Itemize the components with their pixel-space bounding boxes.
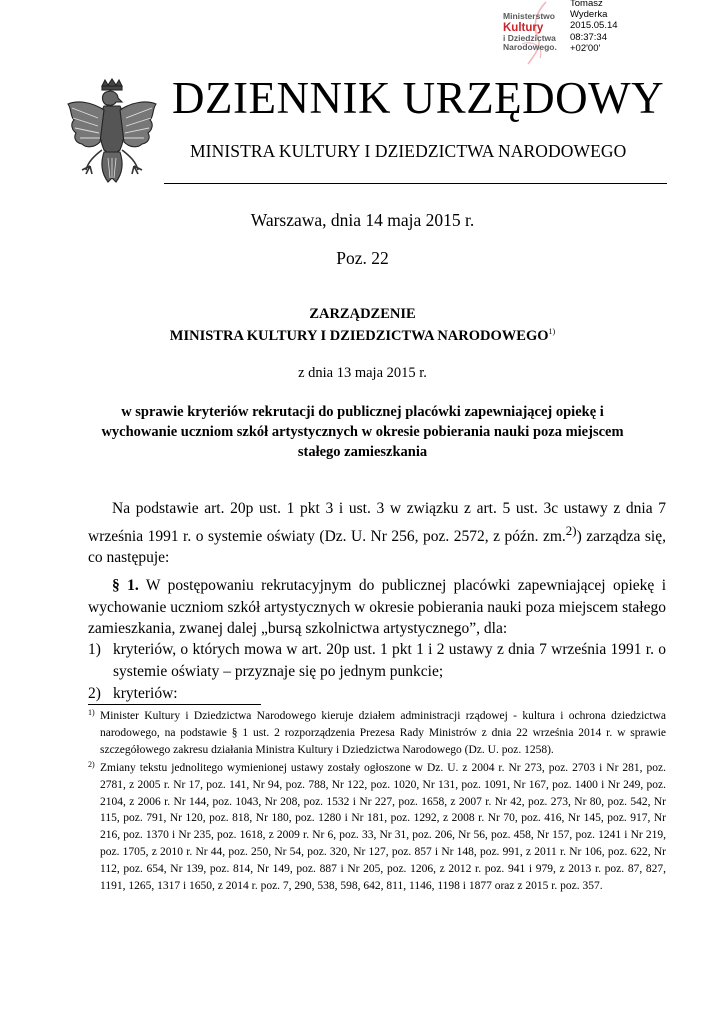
legal-basis-text-end: ) zarządza się, co następuje: — [88, 527, 666, 567]
footnote-text: Zmiany tekstu jednolitego wymienionej ustawy zostały ogłoszone w Dz. U. z 2004 r. Nr 273, poz. 2703 i Nr 281, poz. 2781, z 2005 r. Nr 17, poz. 141, Nr 94, poz. 788, Nr 122, poz. 1020, Nr 131, poz. 1091, Nr 167, poz. 1400 i Nr 249, poz. 2104, z 2006 r. Nr 144, poz. 1043, Nr 208, poz. 1532 i Nr 227, poz. 1658, z 2007 r. Nr 42, poz. 273, Nr 80, poz. 542, Nr 115, poz. 791, Nr 120, poz. 818, Nr 180, poz. 1280 i Nr 181, poz. 1292, z 2008 r. Nr 70, poz. 416, Nr 145, poz. 917, Nr 216, poz. 1370 i Nr 235, poz. 1618, z 2009 r. Nr 6, poz. 33, Nr 31, poz. 206, Nr 56, poz. 458, Nr 157, poz. 1241 i Nr 219, poz. 1705, z 2010 r. Nr 44, poz. 250, Nr 54, poz. 320, Nr 127, poz. 857 i Nr 148, poz. 991, z 2011 r. Nr 106, poz. 622, Nr 112, poz. 654, Nr 139, poz. 814, Nr 149, poz. 887 i Nr 205, poz. 1206, z 2012 r. poz. 941 i 979, z 2013 r. poz. 87, 827, 1191, 1265, 1317 i 1650, z 2014 r. poz. 7, 290, 538, 598, 642, 811, 1146, 1198 i 1877 oraz z 2015 r. poz. 357. — [100, 761, 666, 893]
header-rule — [164, 183, 667, 184]
logo-line-3: i Dziedzictwa — [503, 32, 556, 43]
legal-basis — [88, 498, 666, 569]
list-item-text: kryteriów, o których mowa w art. 20p ust. 1 pkt 1 i 2 ustawy z dnia 7 września 1991 r. o systemie oświaty – przyznaje się po jednym punkcie; — [113, 641, 666, 680]
signature-timezone: +02'00' — [570, 42, 601, 54]
eagle-emblem-icon — [64, 78, 160, 188]
footnote-rule — [88, 704, 261, 705]
act-issuer-text: MINISTRA KULTURY I DZIEDZICTWA NARODOWEGO — [169, 327, 549, 344]
signature-time: 08:37:34 — [570, 31, 607, 43]
paragraph-1-text: W postępowaniu rekrutacyjnym do publicznej placówki zapewniającej opiekę i wychowanie uczniom szkół artystycznych w okresie pobierania nauki poza miejscem stałego zamieszkania, zwanej dalej „bursą szkolnictwa artystycznego”, dla: — [88, 577, 666, 637]
signature-details — [570, 0, 618, 54]
list-item-number: 1) — [88, 641, 101, 658]
publication-place-date — [0, 210, 725, 231]
publication-position: Poz. 22 — [336, 248, 389, 268]
electronic-signature — [500, 0, 650, 66]
act-date: z dnia 13 maja 2015 r. — [298, 365, 427, 381]
paragraph-1 — [88, 575, 666, 640]
footnote-1 — [88, 708, 666, 759]
act-subject: w sprawie kryteriów rekrutacji do publicznej placówki zapewniającej opiekę i wychowanie uczniom szkół artystycznych w okresie pobierania nauki poza miejscem stałego zamieszkania — [101, 404, 624, 460]
logo-line-1: Ministerstwo — [503, 11, 555, 21]
list-item-2 — [88, 683, 666, 705]
list-item-number: 2) — [88, 685, 101, 702]
signer-first-name: Tomasz — [570, 0, 603, 9]
act-issuer — [0, 327, 725, 345]
list-item-text: kryteriów: — [113, 685, 178, 702]
list-item — [88, 639, 666, 682]
list-item-1 — [88, 639, 666, 682]
footnote-ref-2[interactable]: 2) — [565, 522, 577, 538]
footnote-2 — [88, 760, 666, 895]
signer-last-name: Wyderka — [570, 9, 608, 21]
paragraph-sign: § 1. — [112, 577, 139, 594]
footnote-text: Minister Kultury i Dziedzictwa Narodowego kieruje działem administracji rządowej - kultura i ochrona dziedzictwa narodowego, na podstawie § 1 ust. 2 rozporządzenia Prezesa Rady Ministrów z dnia 22 września 2014 r. w sprawie szczegółowego zakresu działania Ministra Kultury i Dziedzictwa Narodowego (Dz. U. poz. 1258). — [100, 710, 666, 756]
ministry-logo — [503, 12, 565, 53]
footnote-ref-1[interactable]: 1) — [548, 327, 556, 336]
legal-basis-text: Na podstawie art. 20p ust. 1 pkt 3 i ust. 3 w związku z art. 5 ust. 3c ustawy z dnia 7 września 1991 r. o systemie oświaty (Dz. U. Nr 256, poz. 2572, z późn. zm. — [88, 500, 666, 545]
footnote-number: 2) — [88, 759, 95, 769]
signature-date: 2015.05.14 — [570, 20, 618, 32]
act-type: ZARZĄDZENIE — [309, 306, 416, 322]
footnote-number: 1) — [88, 708, 95, 717]
publication-place-date-text: Warszawa, dnia 14 maja 2015 r. — [250, 210, 475, 230]
logo-line-4: Narodowego. — [503, 42, 557, 52]
ministry-name: MINISTRA KULTURY I DZIEDZICTWA NARODOWEGO — [190, 141, 627, 161]
list-item — [88, 683, 666, 705]
gazette-masthead: DZIENNIK URZĘDOWY — [172, 73, 665, 123]
logo-line-2: Kultury — [503, 21, 544, 34]
footnotes — [88, 708, 666, 896]
